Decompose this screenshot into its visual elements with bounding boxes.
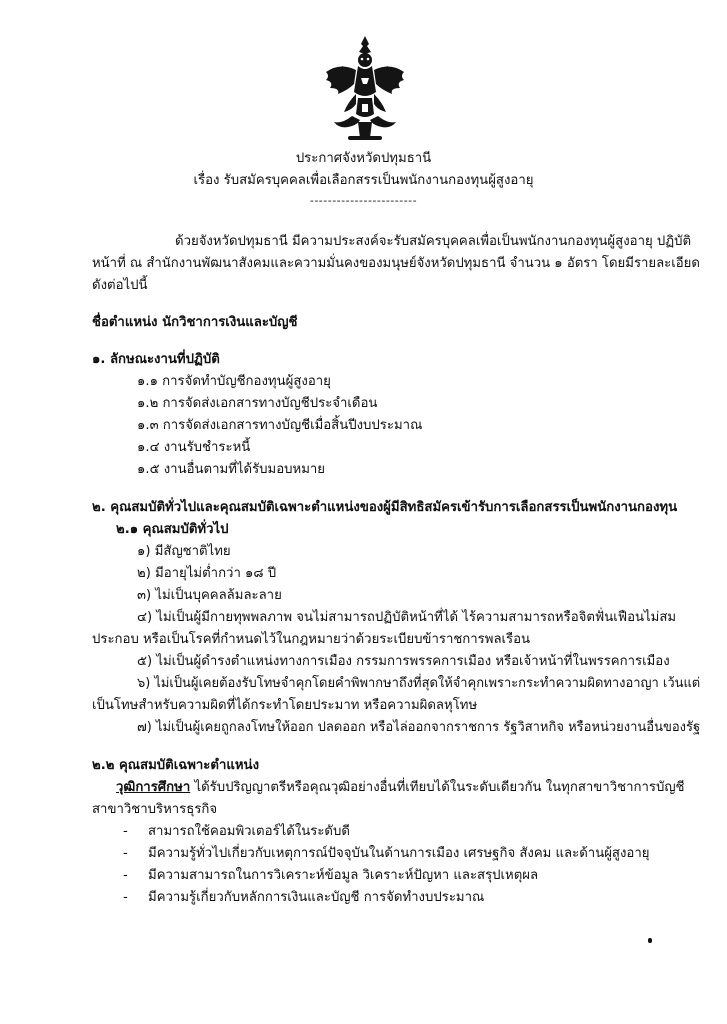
skill-item: มีความสามารถในการวิเคราะห์ข้อมูล วิเคราะห์ปัญหา และสรุปเหตุผล [148, 868, 539, 883]
announcement-issuer: ประกาศจังหวัดปทุมธานี [295, 151, 432, 166]
education-line [116, 779, 685, 797]
duty-item: ๑.๑ การจัดทำบัญชีกองทุนผู้สูงอายุ [137, 374, 331, 389]
bullet-marker: - [123, 890, 128, 905]
bullet-marker: - [123, 846, 128, 861]
intro-line-3: ดังต่อไปนี้ [92, 278, 148, 293]
section-2-title: ๒. คุณสมบัติทั่วไปและคุณสมบัติเฉพาะตำแหน่งของผู้มีสิทธิสมัครเข้ารับการเลือกสรรเป็นพนักงานกองทุน [92, 500, 678, 515]
duty-item: ๑.๕ งานอื่นตามที่ได้รับมอบหมาย [137, 462, 326, 477]
qualification-item: ๔) ไม่เป็นผู้มีกายทุพพลภาพ จนไม่สามารถปฏิบัติหน้าที่ได้ ไร้ความสามารถหรือจิตฟั่นเฟือนไม่สม [137, 610, 677, 625]
qualification-item-continued: เป็นโทษสำหรับความผิดที่ได้กระทำโดยประมาท หรือความผิดลหุโทษ [92, 698, 478, 713]
qualification-item-continued: ประกอบ หรือเป็นโรคที่กำหนดไว้ในกฎหมายว่าด้วยระเบียบข้าราชการพลเรือน [92, 632, 531, 647]
garuda-emblem-icon [322, 32, 408, 144]
qualification-item: ๓) ไม่เป็นบุคคลล้มละลาย [137, 588, 282, 603]
education-line-2: สาขาวิชาบริหารธุรกิจ [92, 802, 218, 817]
intro-line-2: หน้าที่ ณ สำนักงานพัฒนาสังคมและความมั่นคงของมนุษย์จังหวัดปทุมธานี จำนวน ๑ อัตรา โดยมีรายละเอียด [92, 256, 700, 271]
announcement-subject: เรื่อง รับสมัครบุคคลเพื่อเลือกสรรเป็นพนักงานกองทุนผู้สูงอายุ [193, 173, 534, 188]
position-title: ชื่อตำแหน่ง นักวิชาการเงินและบัญชี [92, 315, 298, 330]
bullet-marker: - [123, 868, 128, 883]
education-label: วุฒิการศึกษา [116, 780, 191, 795]
header-separator: ------------------------ [309, 194, 418, 207]
skill-item: มีความรู้เกี่ยวกับหลักการเงินและบัญชี การจัดทำงบประมาณ [148, 890, 485, 905]
intro-line-1: ด้วยจังหวัดปทุมธานี มีความประสงค์จะรับสมัครบุคคลเพื่อเป็นพนักงานกองทุนผู้สูงอายุ ปฏิบัติ [175, 234, 692, 249]
duty-item: ๑.๓ การจัดส่งเอกสารทางบัญชีเมื่อสิ้นปีงบประมาณ [137, 418, 423, 433]
qualification-item: ๗) ไม่เป็นผู้เคยถูกลงโทษให้ออก ปลดออก หรือไล่ออกจากราชการ รัฐวิสาหกิจ หรือหน่วยงานอื่นของรัฐ [137, 720, 701, 735]
ink-dot [648, 938, 652, 943]
duty-item: ๑.๔ งานรับชำระหนี้ [137, 440, 251, 455]
qualification-item: ๕) ไม่เป็นผู้ดำรงตำแหน่งทางการเมือง กรรมการพรรคการเมือง หรือเจ้าหน้าที่ในพรรคการเมือง [137, 654, 670, 669]
duty-item: ๑.๒ การจัดส่งเอกสารทางบัญชีประจำเดือน [137, 396, 378, 411]
education-text: ได้รับปริญญาตรีหรือคุณวุฒิอย่างอื่นที่เทียบได้ในระดับเดียวกัน ในทุกสาขาวิชาการบัญชี [190, 780, 685, 795]
bullet-marker: - [123, 824, 128, 839]
section-2-2-title: ๒.๒ คุณสมบัติเฉพาะตำแหน่ง [92, 758, 260, 773]
section-1-title: ๑. ลักษณะงานที่ปฏิบัติ [92, 352, 220, 367]
qualification-item: ๑) มีสัญชาติไทย [137, 544, 231, 559]
qualification-item: ๒) มีอายุไม่ต่ำกว่า ๑๘ ปี [137, 566, 277, 581]
skill-item: มีความรู้ทั่วไปเกี่ยวกับเหตุการณ์ปัจจุบันในด้านการเมือง เศรษฐกิจ สังคม และด้านผู้สูงอายุ [148, 846, 650, 861]
qualification-item: ๖) ไม่เป็นผู้เคยต้องรับโทษจำคุกโดยคำพิพากษาถึงที่สุดให้จำคุกเพราะกระทำความผิดทางอาญา เว้นแต่ [137, 676, 701, 691]
skill-item: สามารถใช้คอมพิวเตอร์ได้ในระดับดี [148, 824, 350, 839]
section-2-1-title: ๒.๑ คุณสมบัติทั่วไป [116, 522, 229, 537]
